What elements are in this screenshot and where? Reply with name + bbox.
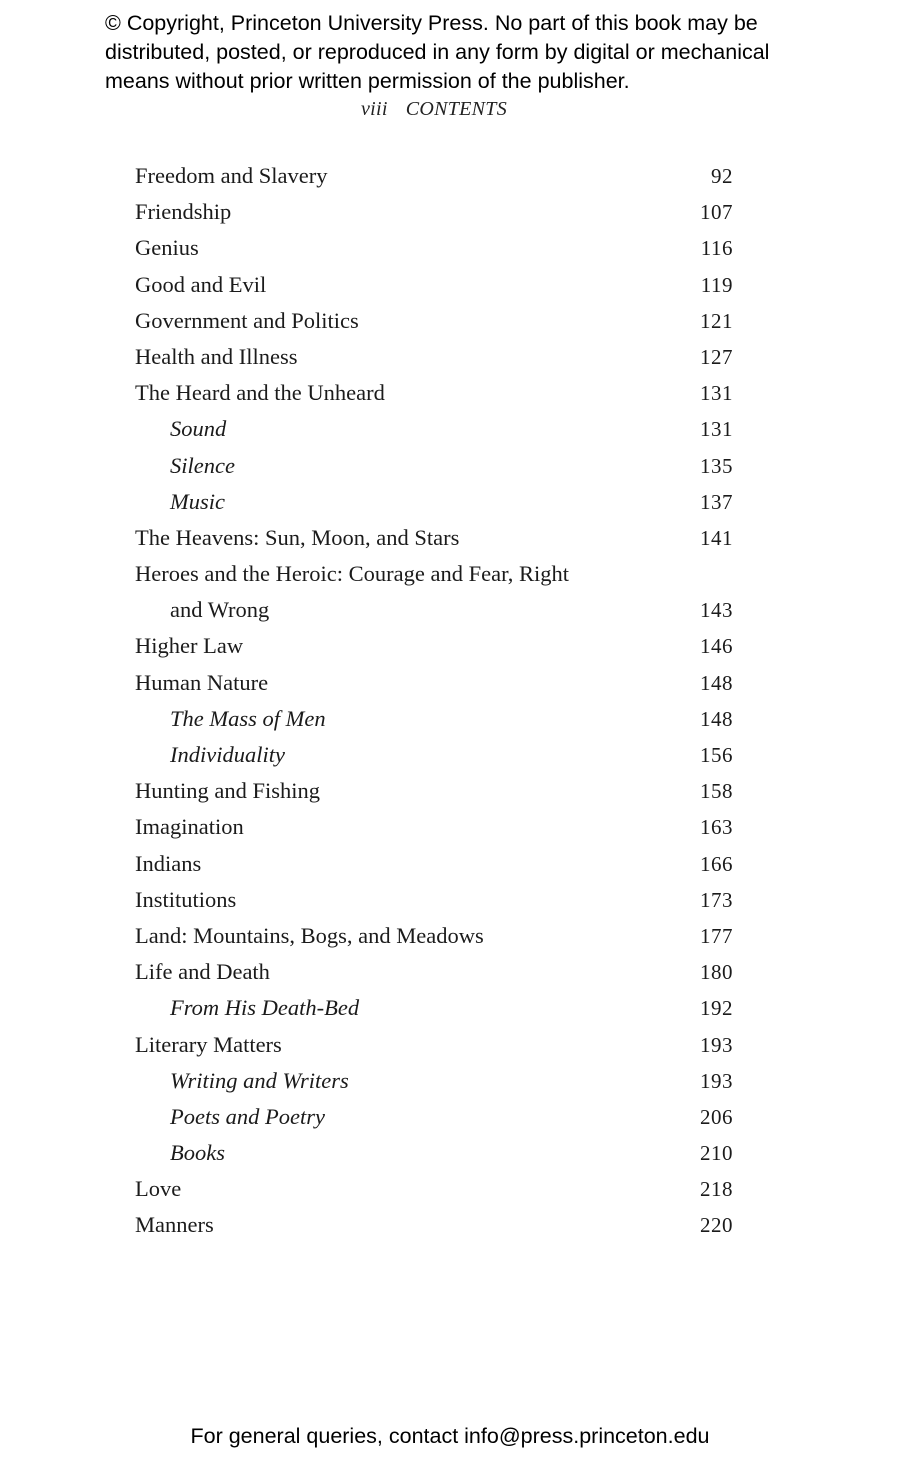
toc-row — [135, 163, 733, 199]
copyright-notice — [105, 9, 825, 96]
toc-entry-page: 206 — [700, 1104, 733, 1129]
toc-entry-page: 166 — [700, 851, 733, 876]
toc-entry-label: and Wrong — [170, 597, 270, 623]
toc-entry-label: Freedom and Slavery — [135, 163, 328, 188]
toc-entry-label: Writing and Writers — [170, 1067, 349, 1093]
toc-entry-page: 156 — [700, 743, 733, 767]
copyright-line: © Copyright, Princeton University Press. No part of this book may be — [105, 11, 758, 35]
toc-row — [135, 597, 733, 633]
toc-entry-page: 163 — [700, 815, 733, 840]
toc-entry-label: The Mass of Men — [170, 705, 326, 731]
toc-entry-label: Genius — [135, 235, 199, 261]
page-header — [135, 98, 733, 121]
toc-entry-label: Poets and Poetry — [170, 1103, 325, 1129]
toc-entry-label: Good and Evil — [135, 271, 267, 297]
toc-entry-page: 218 — [700, 1177, 733, 1202]
toc-row — [135, 1104, 733, 1140]
toc-entry-label: Books — [170, 1140, 225, 1166]
toc-entry-label: Manners — [135, 1212, 214, 1238]
toc-entry-page: 141 — [700, 525, 733, 550]
toc-row — [135, 525, 733, 561]
toc-entry-label: Life and Death — [135, 959, 270, 985]
toc-entry-page: 121 — [700, 308, 733, 333]
toc-entry-label: Love — [135, 1176, 182, 1202]
toc-entry-label: Government and Politics — [135, 307, 359, 333]
toc-row — [135, 706, 733, 742]
toc-entry-label: Silence — [170, 452, 235, 478]
toc-row — [135, 1176, 733, 1212]
toc-row — [135, 887, 733, 923]
toc-row — [135, 561, 733, 597]
toc-entry-label: The Heard and the Unheard — [135, 380, 385, 406]
toc-row — [135, 308, 733, 344]
toc-entry-page: 192 — [700, 996, 733, 1021]
toc-entry-page: 146 — [700, 634, 733, 659]
toc-row — [135, 923, 733, 959]
toc-row — [135, 778, 733, 814]
toc-row — [135, 1068, 733, 1104]
footer-contact: For general queries, contact info@press.princeton.edu — [190, 1424, 710, 1448]
toc-entry-label: Higher Law — [135, 633, 244, 659]
toc-entry-label: The Heavens: Sun, Moon, and Stars — [135, 524, 460, 550]
toc-entry-label: Music — [170, 488, 225, 514]
toc-row — [135, 851, 733, 887]
toc-entry-label: Literary Matters — [135, 1031, 282, 1057]
toc-entry-page: 119 — [700, 272, 733, 297]
toc-entry-page: 210 — [700, 1141, 733, 1166]
toc-entry-label: Individuality — [170, 742, 285, 767]
toc-entry-label: Sound — [170, 416, 227, 442]
toc-entry-page: 148 — [700, 670, 733, 695]
toc-row — [135, 742, 733, 778]
toc-entry-label: Indians — [135, 850, 202, 876]
toc-entry-label: Imagination — [135, 814, 244, 840]
toc-entry-page: 173 — [700, 887, 733, 912]
toc-entry-page: 143 — [700, 598, 733, 623]
toc-entry-label: Hunting and Fishing — [135, 778, 321, 804]
toc-entry-page: 131 — [700, 417, 733, 442]
table-of-contents — [135, 163, 733, 1249]
toc-row — [135, 380, 733, 416]
toc-entry-page: 180 — [700, 960, 733, 985]
toc-entry-page: 220 — [700, 1213, 733, 1238]
toc-entry-page: 137 — [700, 489, 733, 514]
toc-entry-label: Land: Mountains, Bogs, and Meadows — [135, 922, 484, 948]
toc-entry-page: 177 — [700, 923, 733, 948]
copyright-line: distributed, posted, or reproduced in any form by digital or mechanical — [105, 40, 770, 64]
toc-entry-label: Heroes and the Heroic: Courage and Fear, Right — [135, 561, 569, 587]
toc-row — [135, 272, 733, 308]
toc-row — [135, 489, 733, 525]
toc-entry-page: 107 — [700, 200, 733, 225]
toc-row — [135, 344, 733, 380]
toc-entry-page: 148 — [700, 706, 733, 731]
toc-entry-page: 135 — [700, 453, 733, 478]
toc-entry-page: 158 — [700, 779, 733, 804]
toc-row — [135, 670, 733, 706]
toc-row — [135, 416, 733, 452]
toc-row — [135, 235, 733, 271]
toc-row — [135, 633, 733, 669]
running-head-title: CONTENTS — [405, 98, 508, 120]
toc-entry-page: 92 — [711, 164, 733, 188]
toc-row — [135, 814, 733, 850]
toc-entry-page: 116 — [700, 236, 733, 261]
toc-row — [135, 995, 733, 1031]
toc-entry-page: 193 — [700, 1032, 733, 1057]
toc-entry-page: 193 — [700, 1068, 733, 1093]
toc-entry-page: 131 — [700, 381, 733, 406]
toc-entry-label: From His Death-Bed — [170, 995, 360, 1021]
toc-entry-label: Friendship — [135, 199, 232, 225]
copyright-line: means without prior written permission of the publisher. — [105, 69, 630, 93]
folio-page-number: viii — [360, 98, 388, 120]
toc-entry-label: Health and Illness — [135, 343, 298, 369]
toc-row — [135, 959, 733, 995]
toc-entry-label: Human Nature — [135, 669, 269, 695]
toc-row — [135, 1140, 733, 1176]
toc-row — [135, 453, 733, 489]
toc-entry-page: 127 — [700, 344, 733, 369]
toc-row — [135, 1212, 733, 1248]
toc-row — [135, 199, 733, 235]
toc-entry-label: Institutions — [135, 886, 237, 912]
toc-row — [135, 1032, 733, 1068]
